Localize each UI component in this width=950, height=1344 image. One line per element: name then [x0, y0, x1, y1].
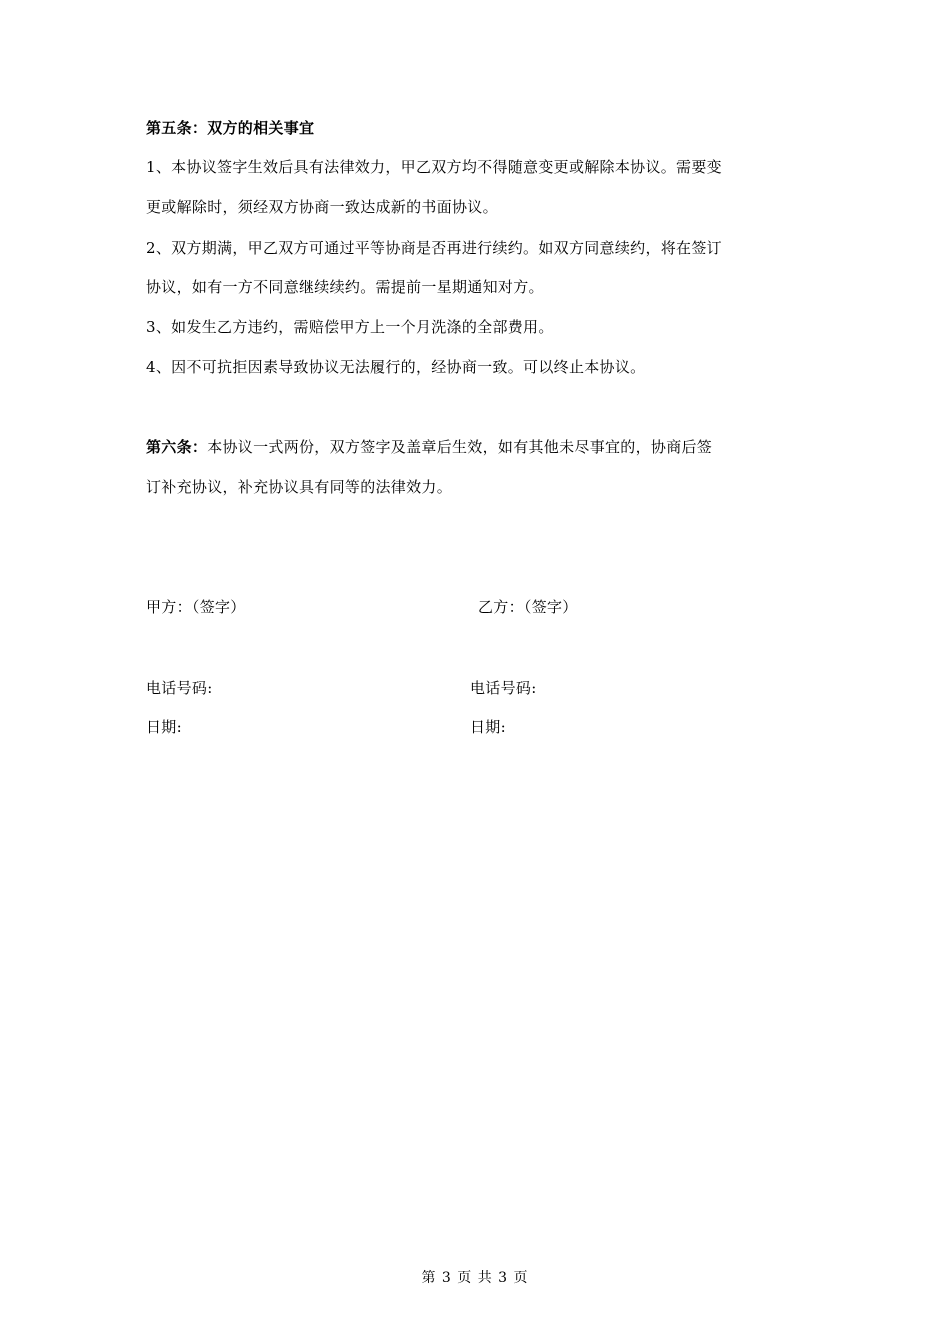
article6-line1-text: 本协议一式两份，双方签字及盖章后生效，如有其他未尽事宜的，协商后签 [207, 438, 713, 456]
article5-item1-line2: 更或解除时，须经双方协商一致达成新的书面协议。 [146, 198, 498, 216]
party-b-date-label: 日期: [470, 718, 506, 736]
party-b-phone-label: 电话号码: [470, 679, 537, 697]
party-b-signature: 乙方：（签字） [478, 598, 578, 616]
article5-heading: 第五条：双方的相关事宜 [146, 119, 315, 137]
page-number-footer: 第 3 页 共 3 页 [421, 1270, 529, 1286]
party-a-phone-label: 电话号码: [146, 679, 213, 697]
article6-line1 [146, 437, 712, 457]
article5-item3: 3、如发生乙方违约，需赔偿甲方上一个月洗涤的全部费用。 [146, 318, 554, 336]
article5-item2-line2: 协议，如有一方不同意继续续约。需提前一星期通知对方。 [146, 278, 544, 296]
article5-item2-line1: 2、双方期满，甲乙双方可通过平等协商是否再进行续约。如双方同意续约，将在签订 [146, 239, 722, 257]
party-a-date-label: 日期: [146, 718, 182, 736]
party-a-signature: 甲方：（签字） [146, 598, 246, 616]
article6-label: 第六条： [146, 438, 208, 456]
article5-item1-line1: 1、本协议签字生效后具有法律效力，甲乙双方均不得随意变更或解除本协议。需要变 [146, 158, 722, 176]
article5-item4: 4、因不可抗拒因素导致协议无法履行的，经协商一致。可以终止本协议。 [146, 358, 646, 376]
article6-line2: 订补充协议，补充协议具有同等的法律效力。 [146, 478, 453, 496]
